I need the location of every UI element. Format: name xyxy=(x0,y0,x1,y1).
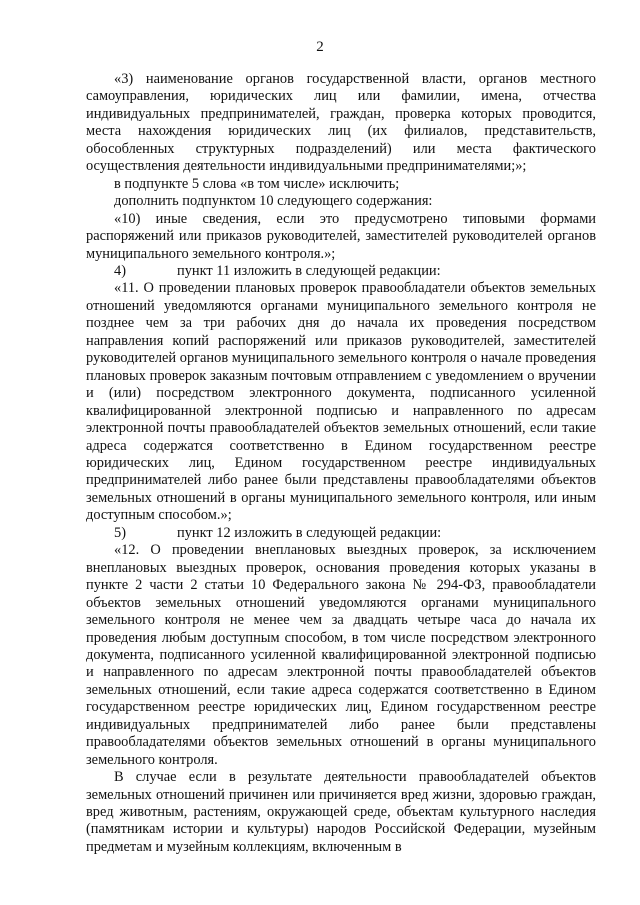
paragraph-item-11: «11. О проведении плановых проверок правообладатели объектов земельных отношений уведомляются органами муниципального земельного контроля не позднее чем за три рабочих дня до начала их проведения посредством направления копий распоряжений или приказов руководителей, заместителей руководителей органов муниципального земельного контроля о начале проведения плановых проверок заказным почтовым отправлением с уведомлением о вручении и (или) посредством электронного документа, подписанного усиленной квалифицированной электронной подписью и направленного по адресам электронной почты правообладателей объектов земельных отношений, если такие адреса содержатся соответственно в Едином государственном реестре юридических лиц, Едином государственном реестре индивидуальных предпринимателей либо ранее были представлены правообладателями объектов земельных отношений в органы муниципального земельного контроля, или иным доступным способом.»; xyxy=(86,280,596,524)
paragraph-item-12: «12. О проведении внеплановых выездных проверок, за исключением внеплановых выездных проверок, основания проведения которых указаны в пункте 2 части 2 статьи 10 Федерального закона № 294-ФЗ, правообладатели объектов земельных отношений уведомляются органами муниципального земельного контроля не менее чем за двадцать четыре часа до начала их проведения любым доступным способом, в том числе посредством электронного документа, подписанного усиленной квалифицированной электронной подписью и направленного по адресам электронной почты правообладателей объектов земельных отношений, если такие адреса содержатся соответственно в Едином государственном реестре юридических лиц, Едином государственном реестре индивидуальных предпринимателей либо ранее были представлены правообладателями объектов земельных отношений в органы муниципального земельного контроля. xyxy=(86,542,596,768)
list-item-text: пункт 11 изложить в следующей редакции: xyxy=(177,262,441,279)
list-item-5 xyxy=(86,525,596,542)
list-item-4 xyxy=(86,263,596,280)
list-item-number: 5) xyxy=(114,524,126,541)
paragraph-harm-case: В случае если в результате деятельности правообладателей объектов земельных отношений причинен или причиняется вред жизни, здоровью граждан, вред животным, растениям, окружающей среде, объектам культурного наследия (памятникам истории и культуры) народов Российской Федерации, музейным предметам и музейным коллекциям, включенным в xyxy=(86,769,596,855)
list-item-text: пункт 12 изложить в следующей редакции: xyxy=(177,524,442,541)
list-item-number: 4) xyxy=(114,262,126,279)
document-body xyxy=(86,71,596,856)
paragraph-subitem-5-change: в подпункте 5 слова «в том числе» исключить; xyxy=(114,175,400,192)
paragraph-subitem-3: «3) наименование органов государственной власти, органов местного самоуправления, юридических лиц или фамилии, имена, отчества индивидуальных предпринимателей, граждан, проверка которых проводится, места нахождения юридических лиц (их филиалов, представительств, обособленных структурных подразделений) или места фактического осуществления деятельности индивидуальными предпринимателями;»; xyxy=(86,71,596,175)
paragraph-subitem-10: «10) иные сведения, если это предусмотрено типовыми формами распоряжений или приказов руководителей, заместителей руководителей органов муниципального земельного контроля.»; xyxy=(86,210,596,262)
page-number: 2 xyxy=(316,39,324,55)
paragraph-add-subitem-10: дополнить подпунктом 10 следующего содержания: xyxy=(114,193,433,210)
